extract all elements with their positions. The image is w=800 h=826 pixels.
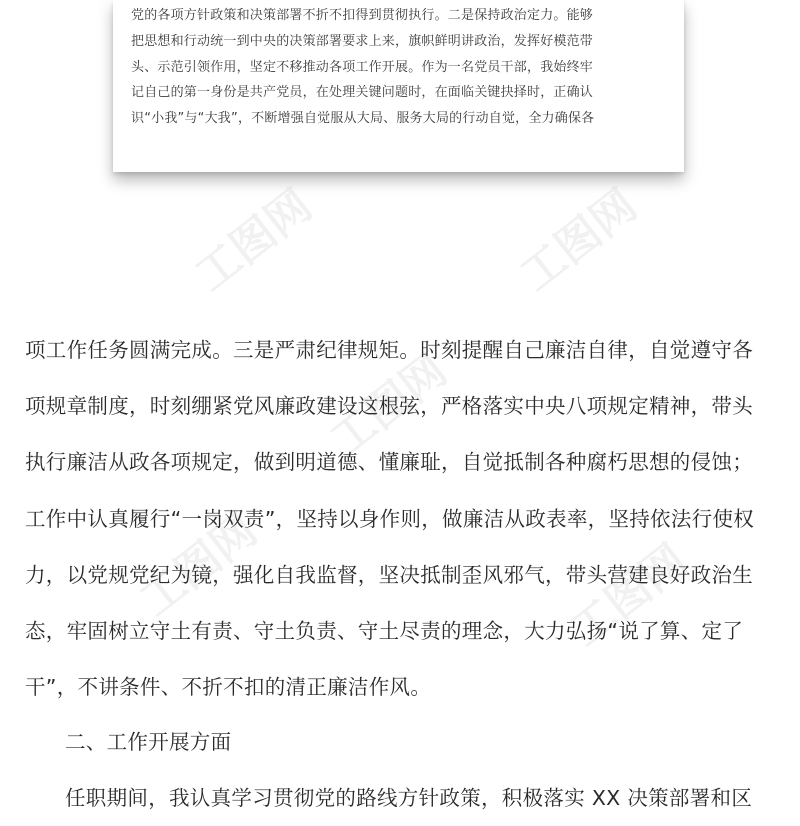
body-line: 项工作任务圆满完成。三是严肃纪律规矩。时刻提醒自己廉洁自律，自觉遵守各 [25,338,753,362]
preview-line: 记自己的第一身份是共产党员，在处理关键问题时，在面临关键抉择时，正确认 [131,85,594,101]
body-paragraph [25,322,785,715]
preview-paragraph [131,3,668,132]
body-line: 态，牢固树立守土有责、守土负责、守土尽责的理念，大力弘扬“说了算、定了 [25,619,744,644]
body-line: 项规章制度，时刻绷紧党风廉政建设这根弦，严格落实中央八项规定精神，带头 [25,394,753,419]
body-line: 干”，不讲条件、不折不扣的清正廉洁作风。 [25,675,432,700]
preview-line: 把思想和行动统一到中央的决策部署要求上来，旗帜鲜明讲政治，发挥好模范带 [131,33,594,49]
section-heading: 二、工作开展方面 [65,730,232,754]
preview-line: 党的各项方针政策和决策部署不折不扣得到贯彻执行。二是保持政治定力。能够 [131,8,594,23]
body-line: 执行廉洁从政各项规定，做到明道德、懂廉耻，自觉抵制各种腐朽思想的侵蚀； [25,450,753,475]
watermark: 工图网 [186,179,322,302]
body-line: 力，以党规党纪为镜，强化自我监督，坚决抵制歪风邪气，带头营建良好政治生 [25,562,753,587]
page-preview-card [113,0,684,172]
watermark: 工图网 [321,344,457,467]
preview-line: 识“小我”与“大我”，不断增强自觉服从大局、服务大局的行动自觉，全力确保各 [131,111,595,127]
body-line: 工作中认真履行“一岗双责”，坚持以身作则，做廉洁从政表率，坚持依法行使权 [25,506,755,531]
preview-line: 头、示范引领作用，坚定不移推动各项工作开展。作为一名党员干部，我始终牢 [131,59,594,75]
watermark: 工图网 [561,534,697,657]
next-paragraph-first-line: 任职期间，我认真学习贯彻党的路线方针政策，积极落实 XX 决策部署和区 [65,786,753,810]
watermark: 工图网 [131,504,267,627]
watermark: 工图网 [511,179,647,302]
